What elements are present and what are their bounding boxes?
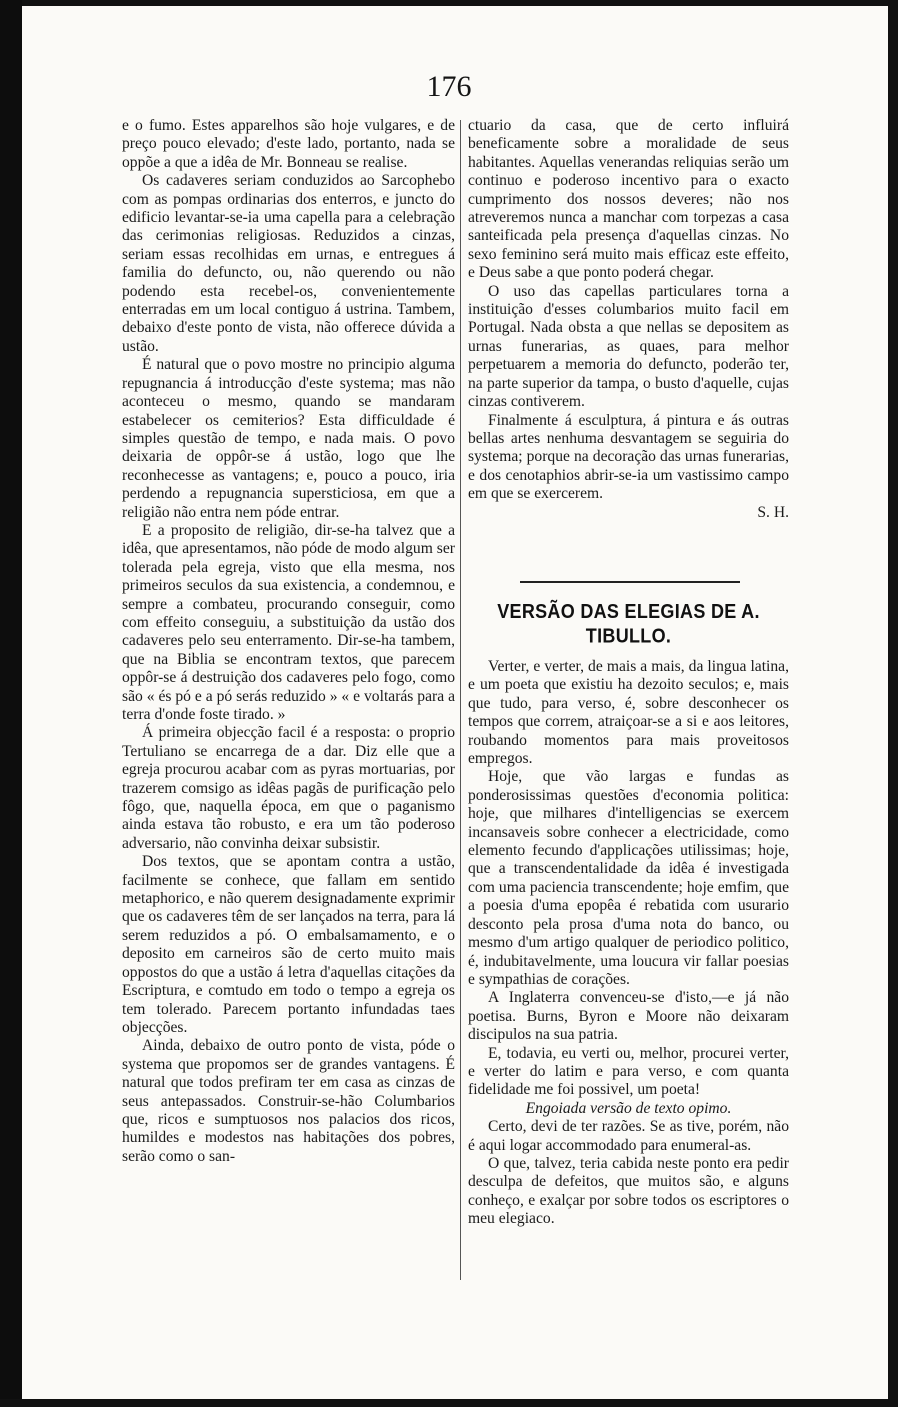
- paragraph: Os cadaveres seriam conduzidos ao Sarcophebo com as pompas ordinarias dos enterros, e juncto do edificio levantar-se-ia uma capella para a celebração das cerimonias religiosas. Reduzidos a cinzas, seriam essas recolhidas em urnas, e entregues á familia do defuncto, ou, não querendo ou não podendo esta recebel-os, convenientemente enterradas em um local contiguo á ustrina. Tambem, debaixo d'este ponto de vista, não offerece dúvida a ustão.: [122, 172, 455, 355]
- paragraph: Ainda, debaixo de outro ponto de vista, póde o systema que propomos ser de grandes vantagens. É natural que todos prefiram ter em casa as cinzas de seus antepassados. Construir-se-hão Columbarios que, ricos e sumptuosos nos palacios dos ricos, humildes e modestos nas habitações dos pobres, serão como o san-: [122, 1037, 455, 1165]
- paragraph: E a proposito de religião, dir-se-ha talvez que a idêa, que apresentamos, não póde de modo algum ser tolerada pela egreja, visto que ella mesma, nos primeiros seculos da sua existencia, a condemnou, e sempre a combateu, procurando conseguir, como com effeito conseguiu, a substituição da ustão dos cadaveres pelo seu enterramento. Dir-se-ha tambem, que na Biblia se encontram textos, que parecem oppôr-se á destruição dos cadaveres pelo fogo, como são « és pó e a pó serás reduzido » « e voltarás para a terra d'onde foste tirado. »: [122, 521, 455, 723]
- column-divider: [460, 120, 461, 1280]
- paragraph: Verter, e verter, de mais a mais, da lingua latina, e um poeta que existiu ha dezoito seculos; e, mais que tudo, para verso, é, sobre desconhecer os tempos que correm, atraiçoar-se a si e aos leitores, roubando momentos para mais proveitosos empregos.: [468, 658, 789, 768]
- paragraph: Dos textos, que se apontam contra a ustão, facilmente se conhece, que fallam em sentido metaphorico, e não querem designadamente exprimir que os cadaveres têm de ser lançados na terra, para lá serem reduzidos a pó. O embalsamamento, e o deposito em carneiros são de certo muito mais oppostos do que a ustão á letra d'aquellas citações da Escriptura, e comtudo em todo o tempo a egreja os tem tolerado. Parecem portanto infundadas taes objecções.: [122, 853, 455, 1036]
- paragraph: Á primeira objecção facil é a resposta: o proprio Tertuliano se encarrega de a dar. Diz elle que a egreja procurou acabar com as pyras mortuarias, por trazerem comsigo as idêas pagãs de purificação pelo fôgo, que, naquella época, em que o paganismo ainda estava tão robusto, e era um tão poderoso adversario, não convinha deixar subsistir.: [122, 724, 455, 852]
- paragraph: A Inglaterra convenceu-se d'isto,—e já não poetisa. Burns, Byron e Moore não deixaram discipulos na sua patria.: [468, 989, 789, 1044]
- page-number: 176: [426, 70, 472, 103]
- paragraph: e o fumo. Estes apparelhos são hoje vulgares, e de preço pouco elevado; d'este lado, portanto, nada se oppõe a que a idêa de Mr. Bonneau se realise.: [122, 117, 455, 171]
- section-title: VERSÃO DAS ELEGIAS DE A. TIBULLO.: [497, 599, 760, 647]
- right-column-bottom: [468, 658, 789, 1229]
- author-signature: S. H.: [757, 503, 789, 521]
- scan-border-right: [888, 0, 898, 1407]
- paragraph: O uso das capellas particulares torna a instituição d'esses columbarios muito facil em Portugal. Nada obsta a que nellas se depositem as urnas funerarias, as quaes, para melhor perpetuarem a memoria do defuncto, poderão ter, na parte superior da tampa, o busto d'aquelle, cujas cinzas contiverem.: [468, 282, 789, 411]
- paragraph: Hoje, que vão largas e fundas as ponderosissimas questões d'economia politica: hoje, que milhares d'intelligencias se exercem incansaveis sobre conhecer a electricidade, como elemento fecundo d'applicações utilissimas; hoje, que a transcendentalidade da idêa é investigada com uma paciencia transcendente; hoje emfim, que a poesia d'uma epopêa é rebatida com usurario desconto pela prosa d'uma nota do banco, ou mesmo d'um artigo qualquer de periodico politico, é, indubitavelmente, uma loucura vir fallar poesias e sympathias de corações.: [468, 768, 789, 988]
- paragraph: O que, talvez, teria cabida neste ponto era pedir desculpa de defeitos, que muitos são, e alguns conheço, e exalçar por sobre todos os escriptores o meu elegiaco.: [468, 1154, 789, 1228]
- paragraph: E, todavia, eu verti ou, melhor, procurei verter, e verter do latim e para verso, e com quanta fidelidade me foi possivel, um poeta!: [468, 1044, 789, 1099]
- scan-border-top: [0, 0, 898, 6]
- paragraph: Finalmente á esculptura, á pintura e ás outras bellas artes nenhuma desvantagem se seguiria do systema; porque na decoração das urnas funerarias, e dos cenotaphios abrir-se-ia um vastissimo campo em que se exercerem.: [468, 411, 789, 503]
- left-column: [122, 117, 455, 1166]
- section-rule: [520, 581, 740, 583]
- paragraph: ctuario da casa, que de certo influirá beneficamente sobre a moralidade de seus habitantes. Aquellas venerandas reliquias serão um continuo e poderoso incentivo para o exacto cumprimento dos nossos deveres; não nos atreveremos nunca a manchar com torpezas a casa santeificada pela presença d'aquellas cinzas. No sexo feminino será muito mais efficaz este effeito, e Deus sabe a que ponto poderá chegar.: [468, 117, 789, 282]
- paragraph: É natural que o povo mostre no principio alguma repugnancia á introducção d'este systema; mas não aconteceu o mesmo, quando se mandaram estabelecer os cemiterios? Esta difficuldade é simples questão de tempo, e nada mais. O povo deixaria de oppôr-se á ustão, logo que lhe reconhecesse as vantagens; e, pouco a pouco, iria perdendo a repugnancia supersticiosa, em que a religião não entra nem póde entrar.: [122, 356, 455, 521]
- paragraph: Certo, devi de ter razões. Se as tive, porém, não é aqui logar accommodado para enumeral-as.: [468, 1118, 789, 1154]
- subtitle: Engoiada versão de texto opimo.: [525, 1099, 732, 1117]
- scan-border-bottom: [0, 1399, 898, 1407]
- scan-border-left: [0, 0, 22, 1407]
- right-column-top: [468, 117, 789, 522]
